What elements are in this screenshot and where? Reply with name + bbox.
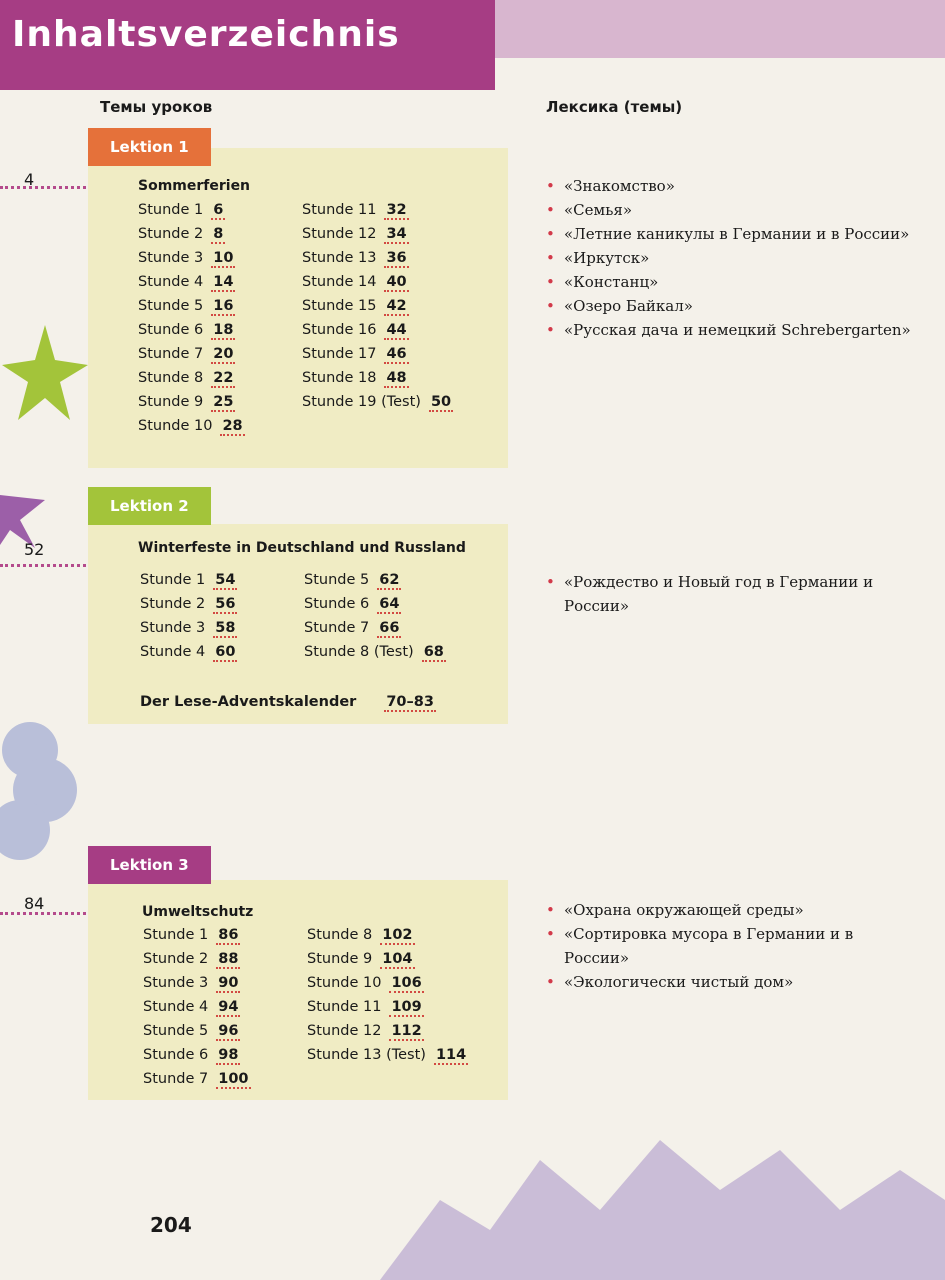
stunde-label: Stunde 5 bbox=[138, 298, 204, 314]
stunde-row bbox=[138, 226, 225, 244]
stunde-page: 36 bbox=[386, 250, 407, 266]
lese-adventskalender-pages: 70–83 bbox=[386, 694, 434, 710]
stunde-row bbox=[304, 620, 401, 638]
stunde-page: 20 bbox=[213, 346, 234, 362]
stunde-page: 109 bbox=[391, 999, 422, 1015]
stunde-row bbox=[302, 322, 409, 340]
stunde-label: Stunde 3 bbox=[143, 975, 209, 991]
stunde-label: Stunde 7 bbox=[304, 620, 370, 636]
stunde-row bbox=[307, 975, 424, 993]
bullet-icon: • bbox=[546, 249, 555, 267]
stunde-label: Stunde 3 bbox=[140, 620, 206, 636]
stunde-page: 48 bbox=[386, 370, 407, 386]
stunde-label: Stunde 15 bbox=[302, 298, 377, 314]
stunde-row bbox=[138, 250, 235, 268]
stunde-label: Stunde 1 bbox=[138, 202, 204, 218]
stunde-row bbox=[302, 370, 409, 388]
stunde-label: Stunde 8 (Test) bbox=[304, 644, 414, 660]
bullet-icon: • bbox=[546, 177, 555, 195]
bullet-icon: • bbox=[546, 201, 555, 219]
dotted-leader bbox=[0, 564, 86, 567]
bullet-icon: • bbox=[546, 273, 555, 291]
stunde-label: Stunde 17 bbox=[302, 346, 377, 362]
stunde-label: Stunde 1 bbox=[140, 572, 206, 588]
page-number: 204 bbox=[150, 1213, 192, 1237]
stunde-page: 25 bbox=[213, 394, 234, 410]
stunde-row bbox=[307, 999, 424, 1017]
stunde-row bbox=[138, 418, 245, 436]
stunde-label: Stunde 2 bbox=[138, 226, 204, 242]
bullet-icon: • bbox=[546, 321, 555, 339]
stunde-page: 60 bbox=[215, 644, 236, 660]
stunde-row bbox=[143, 1023, 240, 1041]
lektion-2-topic: Winterfeste in Deutschland und Russland bbox=[138, 540, 466, 556]
stunde-page: 86 bbox=[218, 927, 239, 943]
stunde-row bbox=[302, 394, 453, 412]
lektion-3-vocab-list bbox=[546, 898, 916, 994]
lektion-1-start-page: 4 bbox=[24, 170, 35, 189]
bullet-icon: • bbox=[546, 297, 555, 315]
stunde-row bbox=[304, 596, 401, 614]
stunde-page: 16 bbox=[213, 298, 234, 314]
vocab-item: • «Экологически чистый дом» bbox=[546, 970, 916, 994]
stunde-row bbox=[140, 644, 237, 662]
stunde-row bbox=[302, 226, 409, 244]
stunde-label: Stunde 11 bbox=[307, 999, 382, 1015]
stunde-page: 44 bbox=[386, 322, 407, 338]
dotted-leader bbox=[0, 186, 86, 189]
stunde-label: Stunde 6 bbox=[304, 596, 370, 612]
vocab-item: • «Летние каникулы в Германии и в России» bbox=[546, 222, 916, 246]
stunde-page: 98 bbox=[218, 1047, 239, 1063]
stunde-page: 106 bbox=[391, 975, 422, 991]
stunde-label: Stunde 4 bbox=[140, 644, 206, 660]
stunde-row bbox=[143, 999, 240, 1017]
stunde-label: Stunde 10 bbox=[138, 418, 213, 434]
stunde-page: 54 bbox=[215, 572, 236, 588]
lektion-2-tab: Lektion 2 bbox=[88, 487, 211, 525]
dotted-leader bbox=[0, 912, 86, 915]
stunde-row bbox=[302, 274, 409, 292]
stunde-label: Stunde 7 bbox=[143, 1071, 209, 1087]
column-header-lessons: Темы уроков bbox=[100, 98, 213, 116]
stunde-label: Stunde 8 bbox=[307, 927, 373, 943]
stunde-label: Stunde 1 bbox=[143, 927, 209, 943]
stunde-label: Stunde 3 bbox=[138, 250, 204, 266]
stunde-row bbox=[140, 572, 237, 590]
stunde-page: 102 bbox=[382, 927, 413, 943]
stunde-label: Stunde 9 bbox=[138, 394, 204, 410]
stunde-label: Stunde 18 bbox=[302, 370, 377, 386]
vocab-item: • «Охрана окружающей среды» bbox=[546, 898, 916, 922]
stunde-label: Stunde 12 bbox=[307, 1023, 382, 1039]
stunde-row bbox=[307, 1047, 468, 1065]
vocab-item: • «Знакомство» bbox=[546, 174, 916, 198]
lektion-3-start-page: 84 bbox=[24, 894, 45, 913]
lektion-1-vocab-list bbox=[546, 174, 916, 342]
stunde-label: Stunde 2 bbox=[140, 596, 206, 612]
stunde-label: Stunde 14 bbox=[302, 274, 377, 290]
stunde-page: 46 bbox=[386, 346, 407, 362]
stunde-row bbox=[302, 298, 409, 316]
vocab-item: • «Констанц» bbox=[546, 270, 916, 294]
stunde-row bbox=[302, 250, 409, 268]
stunde-label: Stunde 5 bbox=[304, 572, 370, 588]
lektion-1-tab: Lektion 1 bbox=[88, 128, 211, 166]
lektion-2-start-page: 52 bbox=[24, 540, 45, 559]
column-header-vocabulary: Лексика (темы) bbox=[546, 98, 683, 116]
stunde-label: Stunde 19 (Test) bbox=[302, 394, 421, 410]
vocab-item: • «Русская дача и немецкий Schrebergarten» bbox=[546, 318, 916, 342]
stunde-row bbox=[138, 298, 235, 316]
stunde-label: Stunde 7 bbox=[138, 346, 204, 362]
tree-silhouette-icon bbox=[0, 720, 80, 870]
stunde-label: Stunde 6 bbox=[143, 1047, 209, 1063]
bullet-icon: • bbox=[546, 973, 555, 991]
stunde-row bbox=[138, 370, 235, 388]
stunde-page: 94 bbox=[218, 999, 239, 1015]
stunde-page: 88 bbox=[218, 951, 239, 967]
stunde-page: 56 bbox=[215, 596, 236, 612]
stunde-row bbox=[140, 620, 237, 638]
stunde-label: Stunde 9 bbox=[307, 951, 373, 967]
stunde-page: 100 bbox=[218, 1071, 249, 1087]
bullet-icon: • bbox=[546, 901, 555, 919]
stunde-row bbox=[143, 1071, 251, 1089]
stunde-row bbox=[143, 975, 240, 993]
stunde-page: 112 bbox=[391, 1023, 422, 1039]
stunde-label: Stunde 4 bbox=[138, 274, 204, 290]
stunde-page: 66 bbox=[379, 620, 400, 636]
lese-adventskalender-label: Der Lese-Adventskalender bbox=[140, 694, 357, 710]
stunde-label: Stunde 12 bbox=[302, 226, 377, 242]
stunde-label: Stunde 13 (Test) bbox=[307, 1047, 426, 1063]
stunde-row bbox=[307, 927, 415, 945]
crowd-silhouette-icon bbox=[380, 1080, 945, 1280]
vocab-item: • «Семья» bbox=[546, 198, 916, 222]
stunde-row bbox=[138, 322, 235, 340]
stunde-page: 6 bbox=[213, 202, 224, 218]
stunde-page: 50 bbox=[430, 394, 452, 410]
stunde-page: 32 bbox=[386, 202, 407, 218]
lektion-2-vocab-list bbox=[546, 570, 906, 618]
stunde-page: 22 bbox=[213, 370, 234, 386]
stunde-row bbox=[302, 202, 409, 220]
stunde-page: 96 bbox=[218, 1023, 239, 1039]
stunde-page: 40 bbox=[386, 274, 407, 290]
stunde-label: Stunde 16 bbox=[302, 322, 377, 338]
stunde-row bbox=[143, 951, 240, 969]
stunde-label: Stunde 8 bbox=[138, 370, 204, 386]
stunde-row bbox=[140, 596, 237, 614]
stunde-label: Stunde 6 bbox=[138, 322, 204, 338]
stunde-page: 8 bbox=[213, 226, 224, 242]
stunde-label: Stunde 13 bbox=[302, 250, 377, 266]
bullet-icon: • bbox=[546, 573, 555, 591]
stunde-page: 104 bbox=[382, 951, 413, 967]
vocab-item: • «Иркутск» bbox=[546, 246, 916, 270]
lektion-1-topic: Sommerferien bbox=[138, 178, 251, 194]
stunde-page: 68 bbox=[423, 644, 444, 660]
stunde-label: Stunde 4 bbox=[143, 999, 209, 1015]
stunde-label: Stunde 11 bbox=[302, 202, 377, 218]
stunde-page: 28 bbox=[222, 418, 243, 434]
stunde-label: Stunde 5 bbox=[143, 1023, 209, 1039]
vocab-item: • «Сортировка мусора в Германии и в России» bbox=[546, 922, 916, 970]
stunde-page: 62 bbox=[379, 572, 400, 588]
stunde-page: 114 bbox=[435, 1047, 467, 1063]
stunde-page: 64 bbox=[379, 596, 400, 612]
stunde-row bbox=[138, 274, 235, 292]
stunde-row bbox=[138, 202, 225, 220]
stunde-row bbox=[307, 1023, 424, 1041]
stunde-page: 34 bbox=[386, 226, 407, 242]
page-title: Inhaltsverzeichnis bbox=[12, 14, 400, 55]
stunde-row bbox=[302, 346, 409, 364]
stunde-label: Stunde 2 bbox=[143, 951, 209, 967]
stunde-page: 18 bbox=[213, 322, 234, 338]
stunde-label: Stunde 10 bbox=[307, 975, 382, 991]
lektion-3-tab: Lektion 3 bbox=[88, 846, 211, 884]
stunde-row bbox=[307, 951, 415, 969]
lektion-3-topic: Umweltschutz bbox=[142, 904, 254, 920]
stunde-page: 10 bbox=[213, 250, 234, 266]
vocab-item: • «Рождество и Новый год в Германии и России» bbox=[546, 570, 906, 618]
stunde-page: 58 bbox=[215, 620, 236, 636]
stunde-page: 90 bbox=[218, 975, 239, 991]
stunde-row bbox=[143, 1047, 240, 1065]
bullet-icon: • bbox=[546, 225, 555, 243]
header-band-right bbox=[495, 0, 945, 58]
bullet-icon: • bbox=[546, 925, 555, 943]
stunde-row bbox=[138, 394, 235, 412]
stunde-page: 14 bbox=[213, 274, 234, 290]
stunde-row bbox=[304, 644, 446, 662]
starfish-icon bbox=[0, 320, 90, 430]
stunde-page: 42 bbox=[386, 298, 407, 314]
vocab-item: • «Озеро Байкал» bbox=[546, 294, 916, 318]
stunde-row bbox=[143, 927, 240, 945]
stunde-row bbox=[304, 572, 401, 590]
stunde-row bbox=[138, 346, 235, 364]
lese-adventskalender-row bbox=[140, 694, 436, 712]
